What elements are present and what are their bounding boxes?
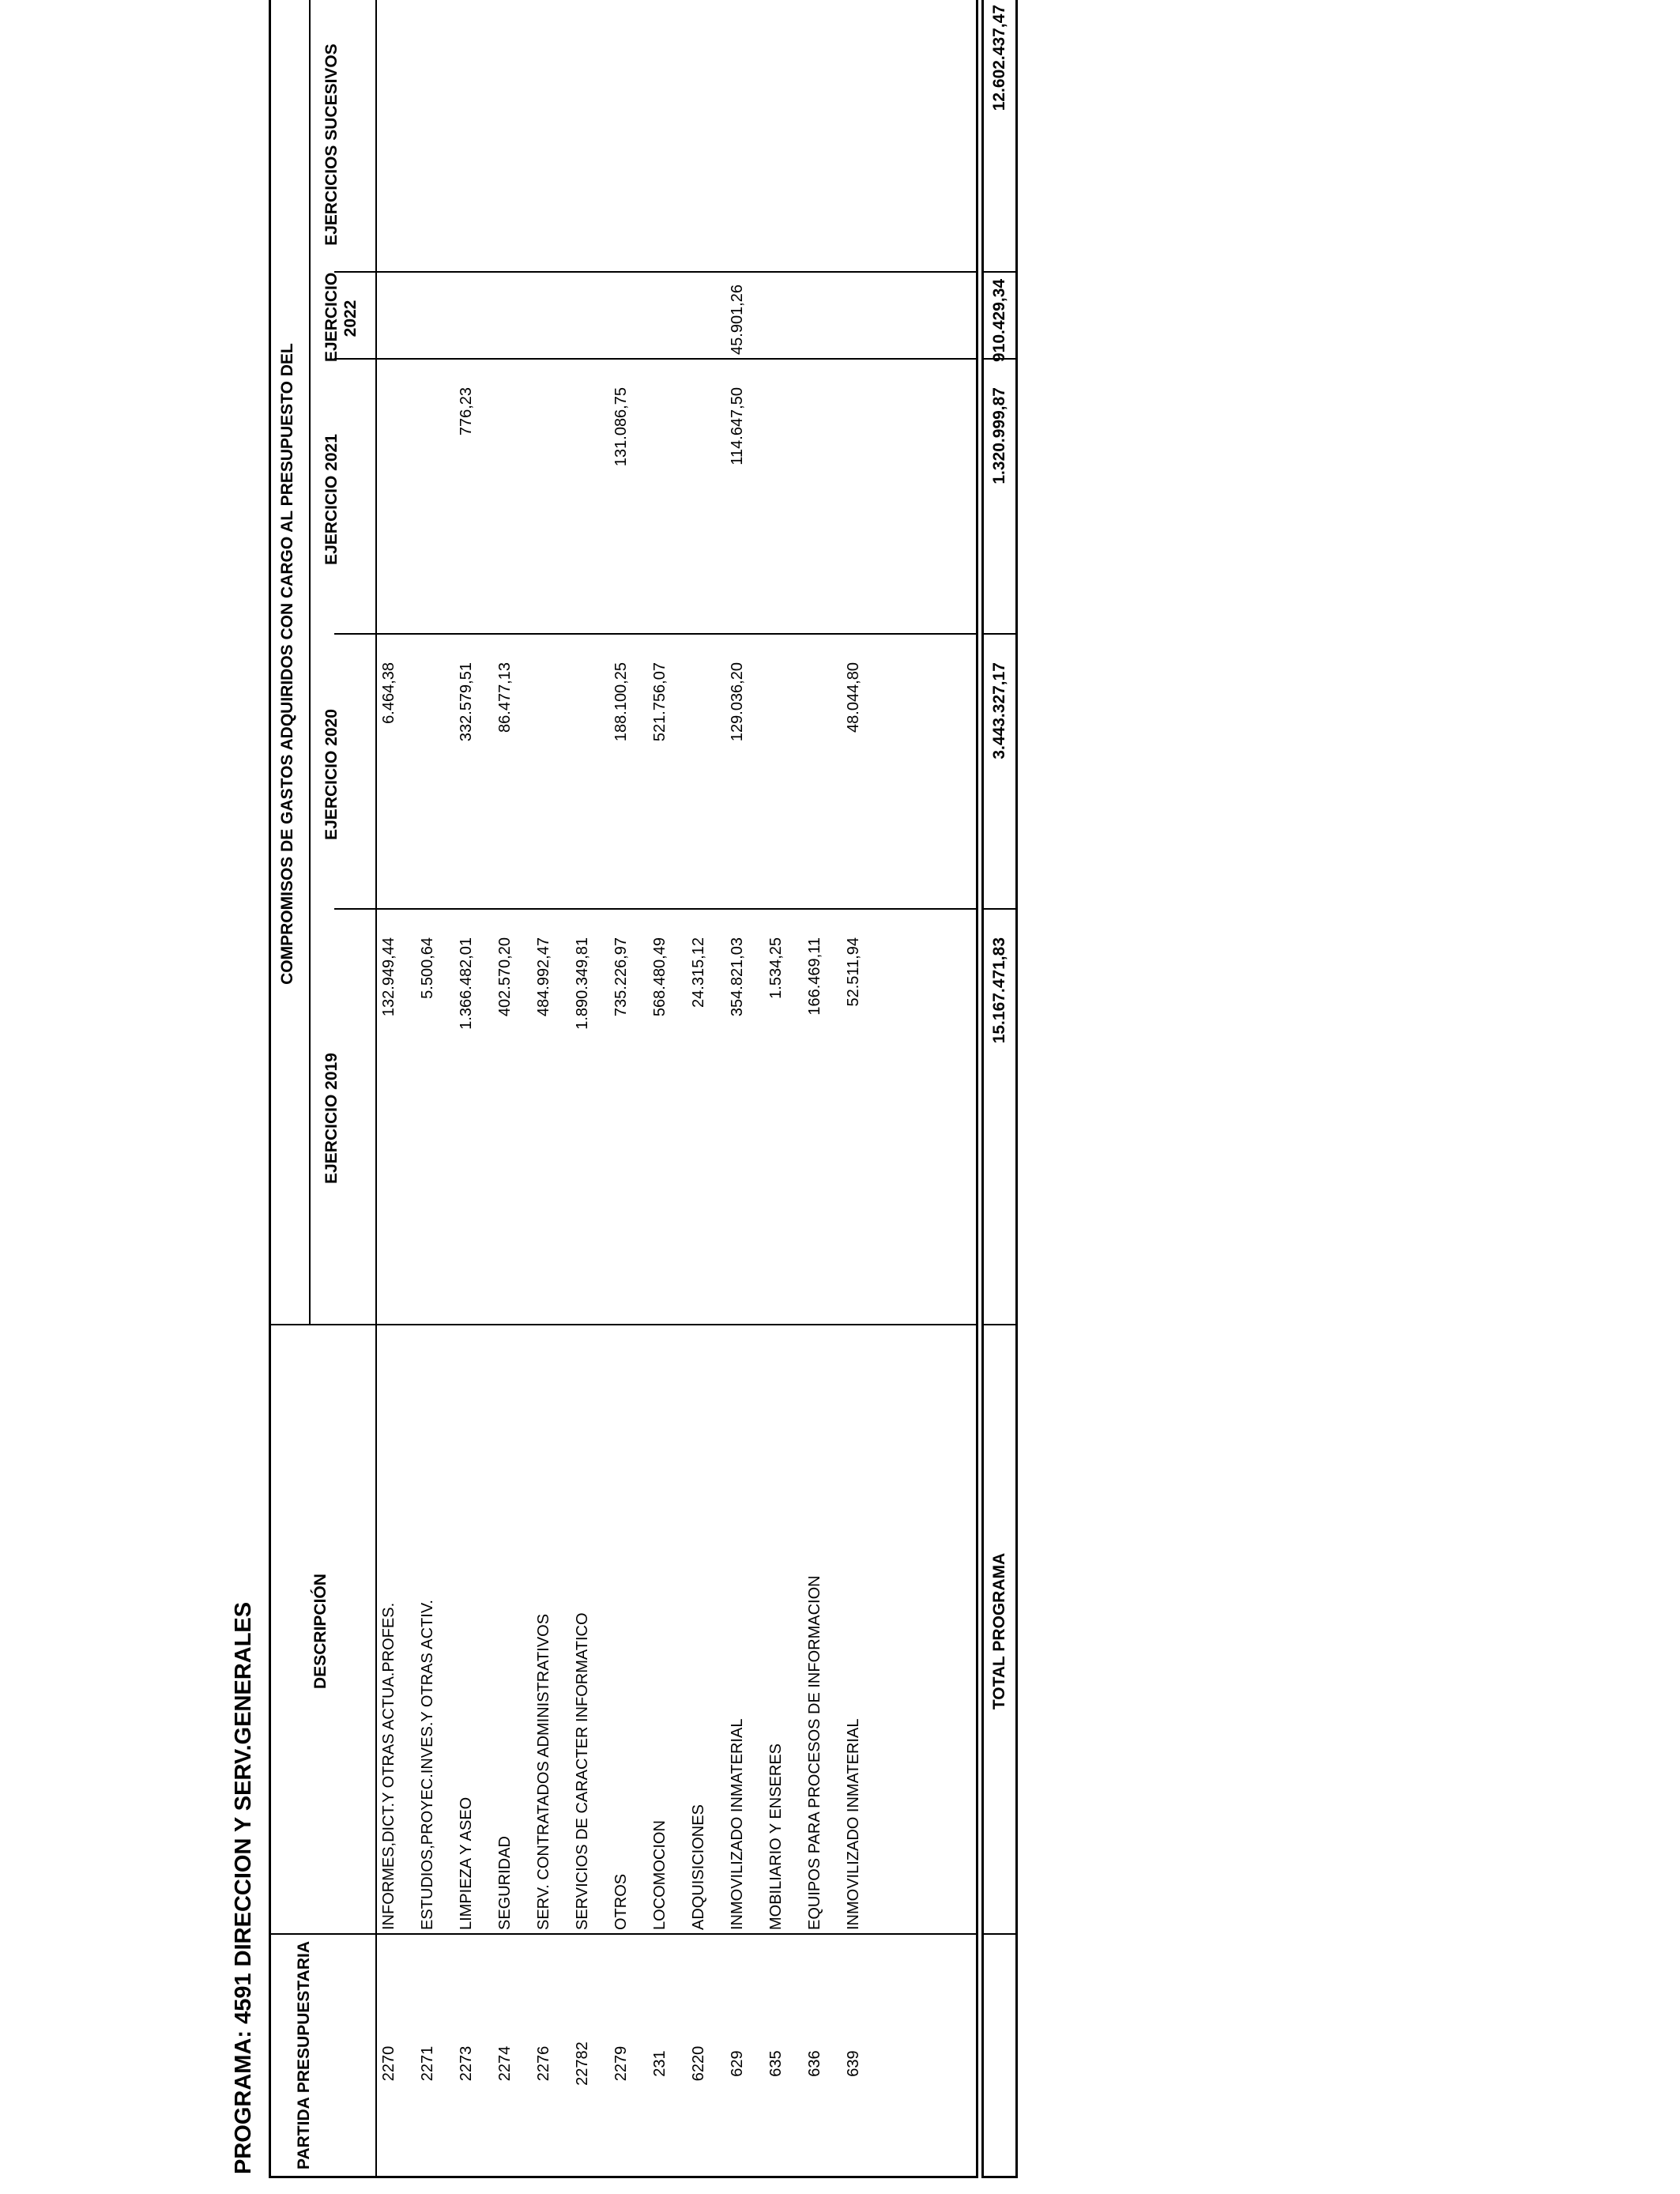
total-2022: 910.429,34 [990,278,1008,362]
row-2022: 45.901,26 [729,285,746,355]
col-divider [334,358,976,360]
row-2020: 188.100,25 [612,662,630,742]
row-code: 636 [806,2050,823,2077]
row-2021: 776,23 [458,387,475,436]
total-label: TOTAL PROGRAMA [990,1552,1008,1710]
row-code: 2279 [612,2045,630,2082]
total-2021: 1.320.999,87 [990,387,1008,484]
row-code: 2274 [496,2045,514,2082]
row-2020: 6.464,38 [380,662,397,724]
header-sucesivos: EJERCICIOS SUCESIVOS [322,43,341,246]
header-divider [309,0,311,1325]
row-description: INMOVILIZADO INMATERIAL [845,1718,862,1930]
row-2021: 114.647,50 [729,387,746,466]
total-2019: 15.167.471,83 [990,937,1008,1044]
row-code: 2271 [419,2045,436,2082]
row-description: ESTUDIOS,PROYEC.INVES.Y OTRAS ACTIV. [419,1600,436,1930]
row-2019: 1.366.482,01 [458,937,475,1030]
row-code: 22782 [574,2041,591,2086]
row-2020: 521.756,07 [651,662,669,742]
header-2022: EJERCICIO 2022 [322,272,360,362]
row-2019: 132.949,44 [380,937,397,1017]
row-2019: 1.890.349,81 [574,937,591,1030]
row-description: ADQUISICIONES [690,1804,707,1930]
col-divider [334,633,976,635]
row-2019: 24.315,12 [690,937,707,1008]
row-2020: 129.036,20 [729,662,746,742]
header-divider [375,0,377,2176]
row-2019: 402.570,20 [496,937,514,1017]
row-description: SERVICIOS DE CARACTER INFORMATICO [574,1612,591,1930]
row-description: EQUIPOS PARA PROCESOS DE INFORMACION [806,1575,823,1930]
row-2020: 48.044,80 [845,662,862,733]
header-2021: EJERCICIO 2021 [322,434,341,565]
row-2020: 332.579,51 [458,662,475,742]
row-2019: 1.534,25 [767,937,785,999]
row-2019: 166.469,11 [806,937,823,1016]
header-partida: PARTIDA PRESUPUESTARIA [295,1941,313,2169]
row-description: LIMPIEZA Y ASEO [458,1796,475,1930]
row-code: 2273 [458,2045,475,2082]
row-description: OTROS [612,1873,630,1930]
row-2019: 484.992,47 [535,937,552,1017]
row-code: 231 [651,2050,669,2077]
row-2019: 354.821,03 [729,937,746,1017]
total-sucesivos: 12.602.437,47 [990,5,1008,111]
row-description: INFORMES,DICT.Y OTRAS ACTUA.PROFES. [380,1602,397,1930]
header-descripcion: DESCRIPCIÓN [311,1574,330,1689]
header-2019: EJERCICIO 2019 [322,1053,341,1184]
row-code: 2276 [535,2045,552,2082]
total-2020: 3.443.327,17 [990,662,1008,760]
row-description: INMOVILIZADO INMATERIAL [729,1718,746,1930]
header-group: COMPROMISOS DE GASTOS ADQUIRIDOS CON CARGO AL PRESUPUESTO DEL [278,343,296,985]
row-2019: 568.480,49 [651,937,669,1017]
row-description: LOCOMOCION [651,1820,669,1930]
program-title: PROGRAMA: 4591 DIRECCION Y SERV.GENERALES [231,1601,256,2174]
row-code: 2270 [380,2045,397,2082]
header-2020: EJERCICIO 2020 [322,709,341,840]
row-code: 639 [845,2050,862,2077]
row-description: SERV. CONTRATADOS ADMINISTRATIVOS [535,1613,552,1930]
row-code: 629 [729,2050,746,2077]
row-2019: 52.511,94 [845,937,862,1007]
row-2019: 5.500,64 [419,937,436,999]
row-2020: 86.477,13 [496,662,514,733]
row-2021: 131.086,75 [612,387,630,467]
row-2019: 735.226,97 [612,937,630,1017]
row-code: 635 [767,2050,785,2077]
row-code: 6220 [690,2045,707,2082]
row-description: MOBILIARIO Y ENSERES [767,1743,785,1930]
row-description: SEGURIDAD [496,1836,514,1930]
col-divider [334,271,976,273]
